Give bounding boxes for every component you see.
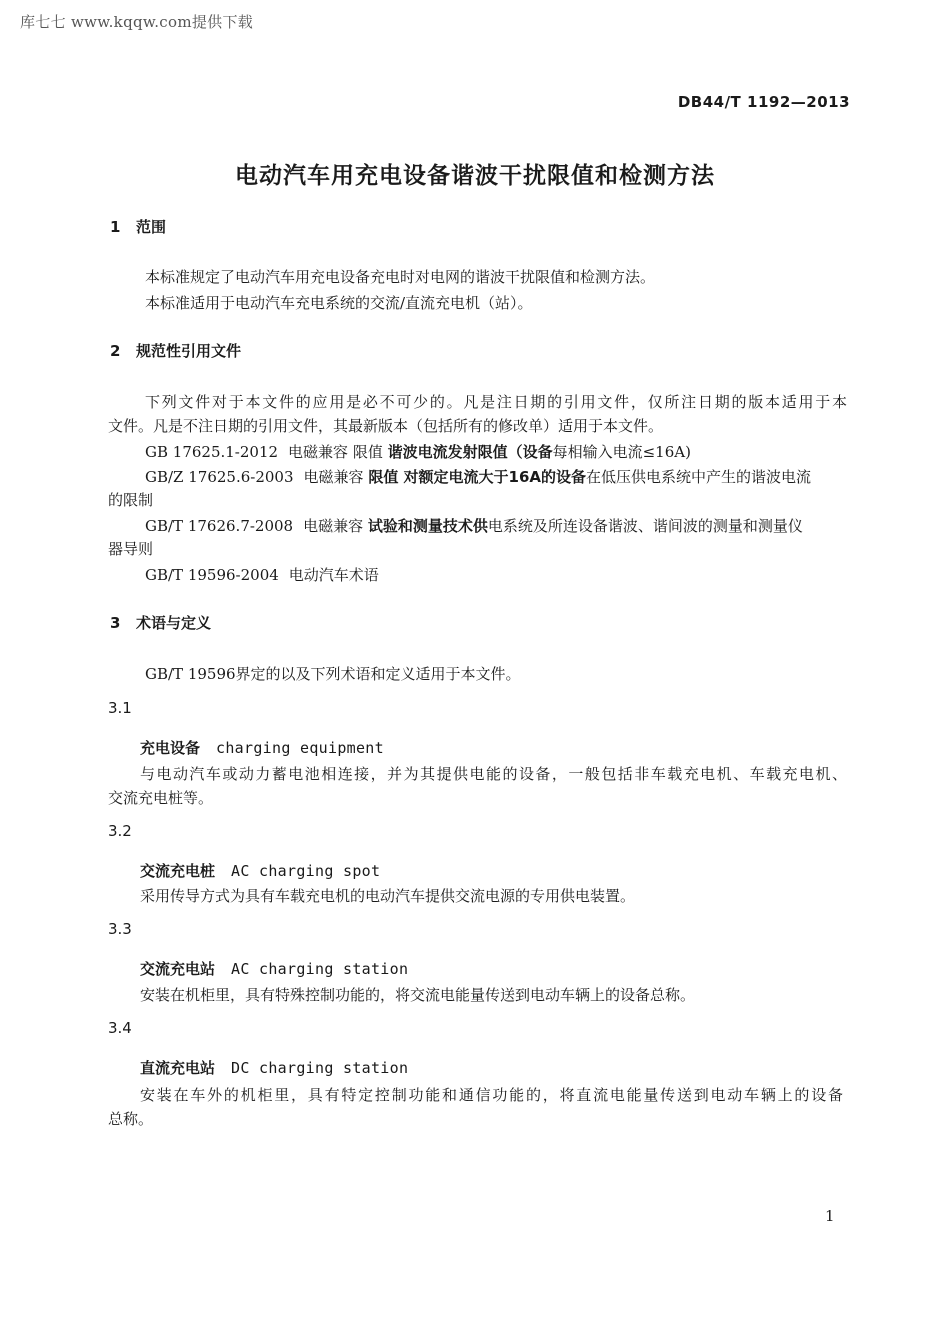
- document-number: DB44/T 1192—2013: [677, 93, 850, 111]
- section-1-heading: [110, 216, 166, 237]
- reference-name: 电磁兼容: [303, 517, 368, 535]
- paragraph: 本标准适用于电动汽车充电系统的交流/直流充电机（站）。: [145, 294, 533, 312]
- term-chinese: 直流充电站: [140, 1059, 216, 1077]
- term-english: DC charging station: [231, 1059, 409, 1077]
- term-number: 3.3: [108, 920, 132, 938]
- reference-code: GB/Z 17625.6-2003: [145, 468, 294, 486]
- term-english: AC charging station: [231, 960, 409, 978]
- section-title: 术语与定义: [136, 614, 212, 632]
- section-number: 1: [110, 218, 121, 236]
- reference-item: [145, 466, 811, 487]
- term-definition: 总称。: [108, 1110, 154, 1128]
- reference-continuation: 器导则: [108, 540, 154, 558]
- term-heading: [140, 860, 380, 881]
- term-definition: 安装在机柜里，具有特殊控制功能的，将交流电能量传送到电动车辆上的设备总称。: [140, 986, 696, 1004]
- term-heading: [140, 958, 408, 979]
- reference-item: [145, 564, 379, 585]
- term-number: 3.4: [108, 1019, 132, 1037]
- term-heading: [140, 737, 384, 758]
- term-heading: [140, 1057, 408, 1078]
- page-title: 电动汽车用充电设备谐波干扰限值和检测方法: [235, 163, 715, 189]
- reference-item: [145, 515, 803, 536]
- reference-name: 电动汽车术语: [288, 566, 379, 584]
- section-3-heading: [110, 612, 211, 633]
- section-title: 范围: [136, 218, 167, 236]
- term-chinese: 充电设备: [140, 739, 201, 757]
- reference-name: 谐波电流发射限值（设备: [387, 443, 553, 461]
- term-english: AC charging spot: [231, 862, 381, 880]
- paragraph-line: 文件。凡是不注日期的引用文件，其最新版本（包括所有的修改单）适用于本文件。: [108, 417, 664, 435]
- page-number: 1: [825, 1207, 835, 1225]
- reference-code: GB/T 19596-2004: [145, 566, 279, 584]
- reference-name: 试验和测量技术供: [367, 517, 488, 535]
- reference-name: 电磁兼容 限值: [288, 443, 388, 461]
- reference-continuation: 的限制: [108, 491, 154, 509]
- term-number: 3.1: [108, 699, 132, 717]
- section-title: 规范性引用文件: [136, 342, 242, 360]
- reference-name: 每相输入电流≤16A): [552, 443, 691, 461]
- reference-code: GB 17625.1-2012: [145, 443, 279, 461]
- term-definition: 采用传导方式为具有车载充电机的电动汽车提供交流电源的专用供电装置。: [140, 887, 636, 905]
- reference-name: 在低压供电系统中产生的谐波电流: [586, 468, 812, 486]
- reference-name: 限值 对额定电流大于16A的设备: [368, 468, 587, 486]
- term-chinese: 交流充电站: [140, 960, 216, 978]
- reference-code: GB/T 17626.7-2008: [145, 517, 294, 535]
- term-definition: 与电动汽车或动力蓄电池相连接，并为其提供电能的设备，一般包括非车载充电机、车载充电机、: [140, 765, 847, 783]
- term-chinese: 交流充电桩: [140, 862, 216, 880]
- section-2-heading: [110, 340, 241, 361]
- reference-name: 电磁兼容: [303, 468, 369, 486]
- term-definition: 安装在车外的机柜里，具有特定控制功能和通信功能的，将直流电能量传送到电动车辆上的设备: [140, 1086, 843, 1104]
- section-number: 3: [110, 614, 121, 632]
- term-definition: 交流充电桩等。: [108, 789, 214, 807]
- watermark: 库七七 www.kqqw.com提供下载: [20, 13, 254, 31]
- term-english: charging equipment: [216, 739, 384, 757]
- paragraph: GB/T 19596界定的以及下列术语和定义适用于本文件。: [145, 665, 521, 683]
- term-number: 3.2: [108, 822, 132, 840]
- paragraph-line: 下列文件对于本文件的应用是必不可少的。凡是注日期的引用文件，仅所注日期的版本适用于本: [145, 393, 847, 411]
- section-number: 2: [110, 342, 121, 360]
- reference-item: [145, 441, 691, 462]
- reference-name: 电系统及所连设备谐波、谐间波的测量和测量仪: [487, 517, 803, 535]
- paragraph: 本标准规定了电动汽车用充电设备充电时对电网的谐波干扰限值和检测方法。: [145, 268, 656, 286]
